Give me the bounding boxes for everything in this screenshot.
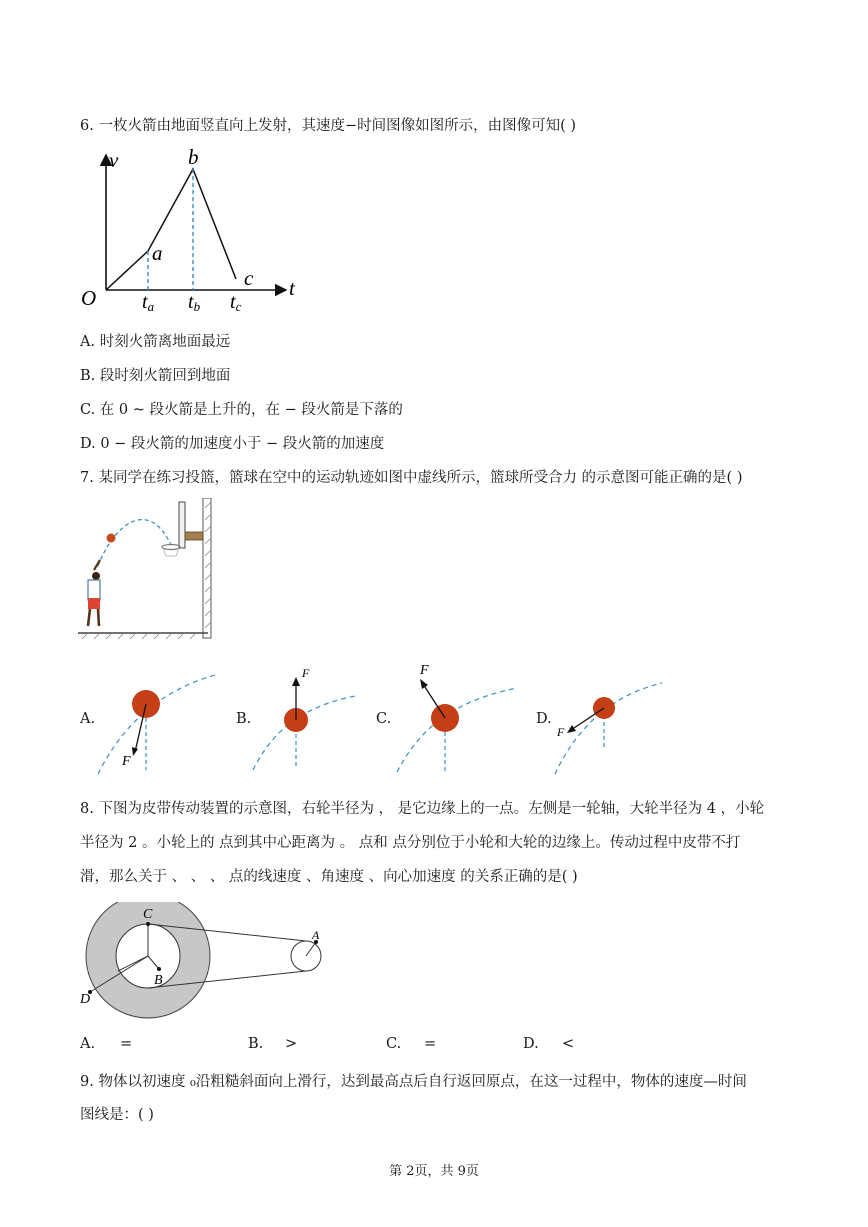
q6-vt-graph (78, 145, 310, 315)
hoop (162, 545, 180, 550)
q8-stem-line3: 滑，那么关于 、 、 、 点的线速度 、角速度 、向心加速度 的关系正确的是( ) (80, 869, 578, 885)
q6-option-b[interactable]: B. 段时刻火箭回到地面 (80, 368, 231, 384)
q8-option-b-label[interactable]: B. (248, 1036, 264, 1052)
label-origin: O (81, 286, 97, 310)
wall (203, 498, 211, 638)
svg-text:F: F (302, 666, 310, 680)
q7-option-c-diagram[interactable] (392, 654, 522, 776)
label-c: C (143, 907, 153, 922)
q8-stem-line1: 8. 下图为皮带传动装置的示意图，右轮半径为 ， 是它边缘上的一点。左侧是一轮轴，大轮半径为 4 ，小轮 (80, 801, 765, 817)
q6-option-c[interactable]: C. 在 0 ~ 段火箭是上升的，在 − 段火箭是下落的 (80, 402, 403, 418)
ball (107, 534, 116, 543)
q8-stem-line2: 半径为 2 。小轮上的 点到其中心距离为 。 点和 点分别位于小轮和大轮的边缘上。传动过程中皮带不打 (80, 835, 741, 851)
vt-curve (106, 169, 236, 290)
q7-option-d-label[interactable]: D. (536, 711, 552, 727)
q8-option-c-relation[interactable]: = (424, 1036, 437, 1052)
backboard (179, 502, 185, 548)
q7-option-d-diagram[interactable] (552, 678, 667, 778)
label-v: v (109, 148, 119, 172)
q8-option-d-relation[interactable]: < (562, 1036, 575, 1052)
label-a: a (152, 241, 163, 265)
q7-option-a-diagram[interactable] (95, 670, 220, 778)
q8-option-b-relation[interactable]: > (285, 1036, 298, 1052)
hoop-support (185, 532, 203, 540)
q8-belt-diagram (78, 902, 328, 1020)
q8-option-c-label[interactable]: C. (386, 1036, 402, 1052)
label-a: A (312, 928, 320, 942)
q7-option-c-label[interactable]: C. (376, 711, 392, 727)
trajectory (98, 520, 171, 566)
player (88, 560, 100, 626)
label-t: t (289, 276, 295, 300)
tick-ta: ta (142, 291, 155, 314)
q7-option-b-diagram[interactable] (250, 662, 360, 774)
q7-option-a-label[interactable]: A. (80, 711, 96, 727)
page-footer: 第 2页，共 9页 (389, 1164, 479, 1179)
tick-tc: tc (230, 291, 242, 314)
svg-text:F: F (122, 754, 131, 769)
svg-text:F: F (420, 663, 429, 678)
label-d: D (80, 992, 91, 1007)
q6-option-d[interactable]: D. 0 − 段火箭的加速度小于 − 段火箭的加速度 (80, 436, 385, 452)
q7-option-b-label[interactable]: B. (236, 711, 252, 727)
q6-option-a[interactable]: A. 时刻火箭离地面最远 (80, 334, 231, 350)
q8-option-a-label[interactable]: A. (80, 1036, 96, 1052)
q7-stem: 7. 某同学在练习投篮，篮球在空中的运动轨迹如图中虚线所示，篮球所受合力 的示意图可能正确的是( ) (80, 470, 743, 486)
q6-stem: 6. 一枚火箭由地面竖直向上发射，其速度−时间图像如图所示，由图像可知( ) (80, 118, 577, 134)
q8-option-a-relation[interactable]: = (120, 1036, 133, 1052)
q9-stem-line2: 图线是：( ) (80, 1107, 154, 1123)
label-b: B (154, 973, 163, 988)
q9-stem-line1: 9. 物体以初速度 ₀沿粗糙斜面向上滑行，达到最高点后自行返回原点，在这一过程中，物体的速度—时间 (80, 1074, 747, 1090)
label-c: c (244, 266, 254, 290)
svg-text:F: F (557, 725, 565, 739)
q8-option-d-label[interactable]: D. (523, 1036, 539, 1052)
q7-basketball-scene (78, 498, 213, 646)
tick-tb: tb (188, 291, 201, 314)
label-b: b (188, 145, 199, 169)
